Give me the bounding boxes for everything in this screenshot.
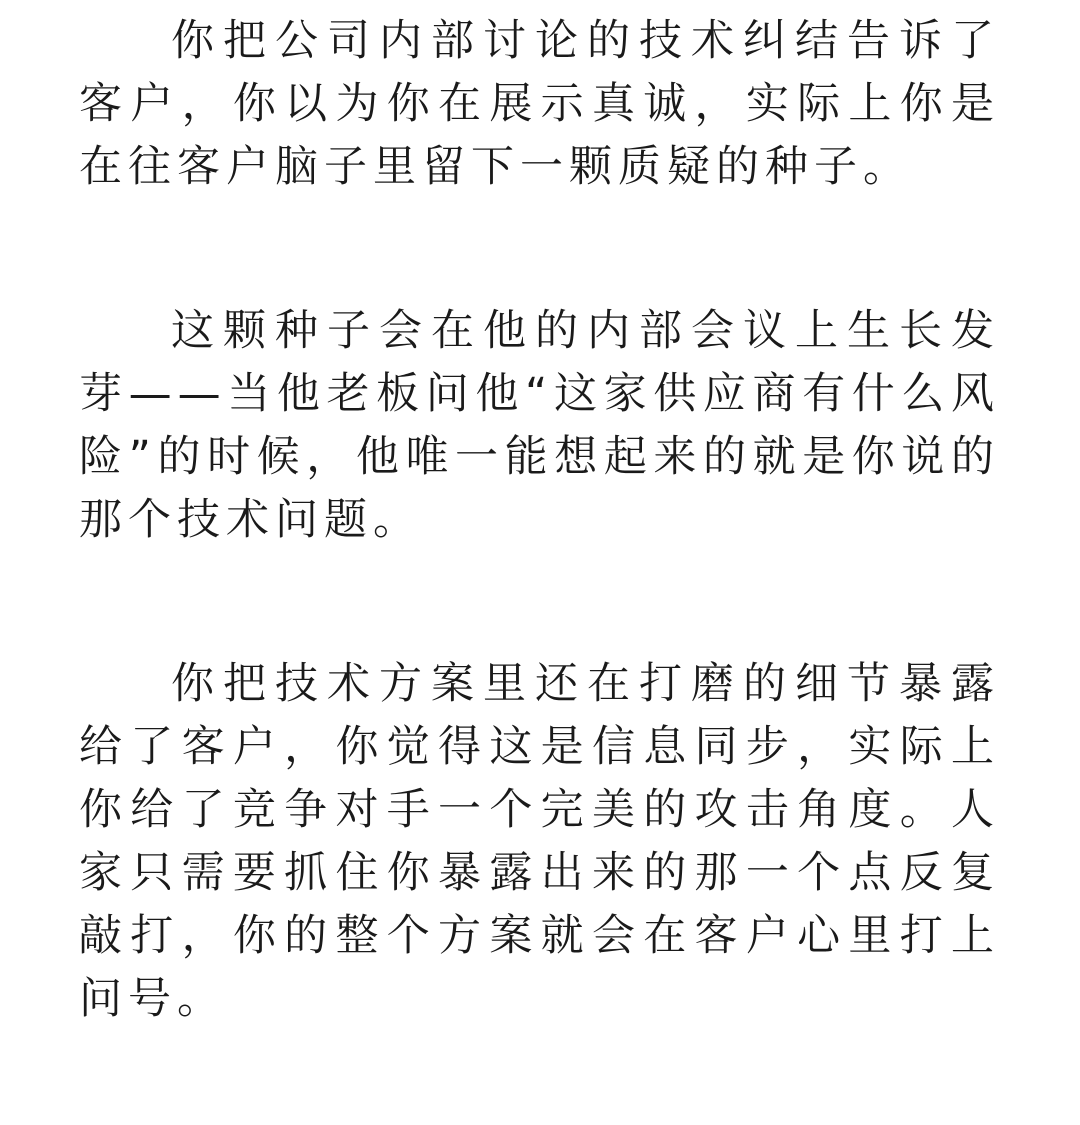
paragraph: 你把技术方案里还在打磨的细节暴露给了客户，你觉得这是信息同步，实际上你给了竞争对手一个完美的攻击角度。人家只需要抓住你暴露出来的那一个点反复敲打，你的整个方案就会在客户心里打上问号。: [79, 659, 1000, 1024]
article-body: [79, 10, 1000, 1031]
paragraph: 这颗种子会在他的内部会议上生长发芽——当他老板问他“这家供应商有什么风险”的时候，他唯一能想起来的就是你说的那个技术问题。: [79, 306, 1000, 545]
paragraph: 你把公司内部讨论的技术纠结告诉了客户，你以为你在展示真诚，实际上你是在往客户脑子里留下一颗质疑的种子。: [79, 16, 1000, 192]
